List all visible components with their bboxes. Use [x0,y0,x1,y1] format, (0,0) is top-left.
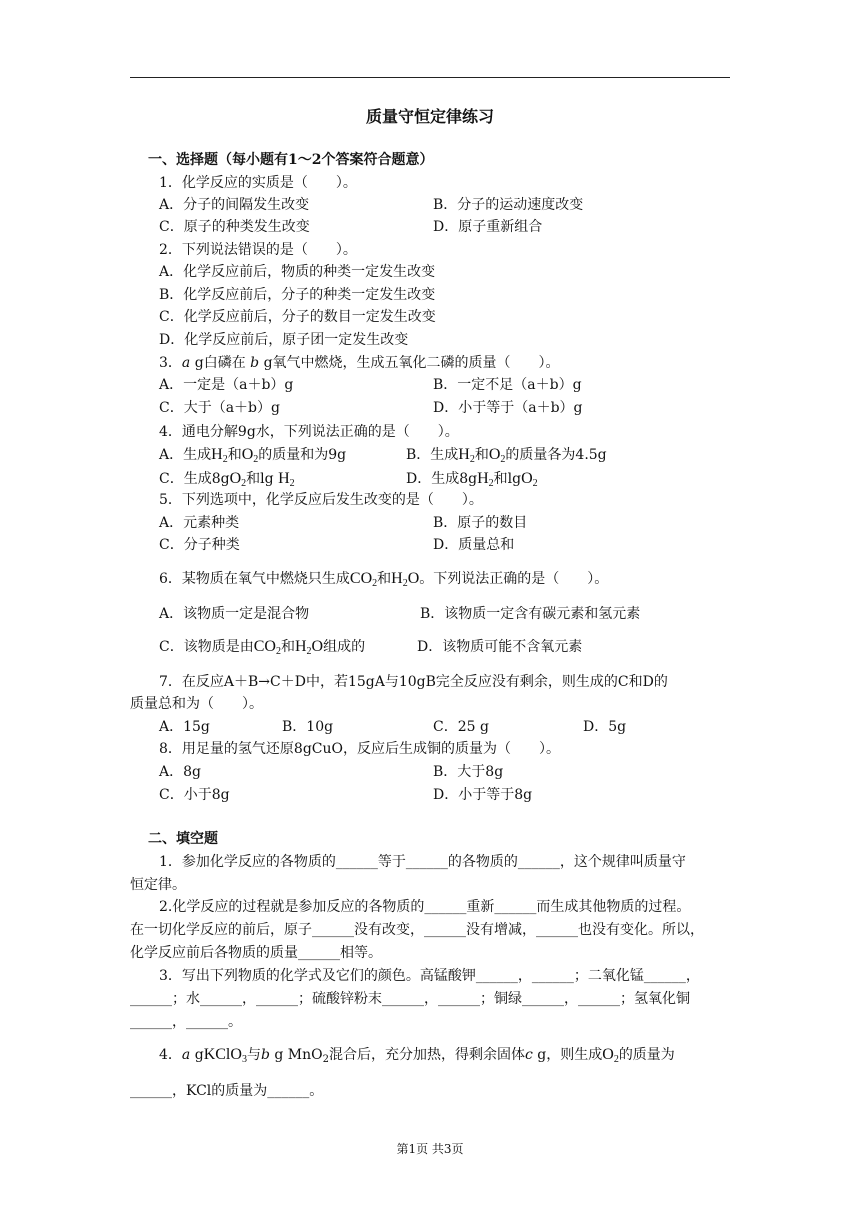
q4-option-c: C．生成$8gO_2$和$\lg H_2$ [159,470,295,489]
q3-option-c: C．大于（a＋b）g [159,400,280,416]
q2-option-b: B．化学反应前后，分子的种类一定发生改变 [159,287,436,303]
q8-option-d: D．小于等于8g [433,787,533,803]
fill1-line2: 恒定律。 [130,877,186,893]
q7-option-a: A．15g [159,719,210,735]
fill3-line3: ______，______。 [130,1014,242,1030]
fill3-line1: 3．写出下列物质的化学式及它们的颜色。高锰酸钾______，______；二氧化锰______， [159,968,700,984]
q1-option-d: D．原子重新组合 [433,219,543,235]
q3-option-b: B．一定不足（a＋b）g [433,377,582,393]
q3-option-a: A．一定是（a＋b）g [159,377,294,393]
q6-option-b: B．该物质一定含有碳元素和氢元素 [420,606,641,622]
fill4-line2: ______，KCl的质量为______。 [130,1083,324,1099]
q7-option-b: B．10g [282,719,334,735]
fill2-line1: 2.化学反应的过程就是参加反应的各物质的______重新______而生成其他物质的过程。 [159,899,691,915]
q7-option-c: C．25 g [433,719,489,735]
q2-option-a: A．化学反应前后，物质的种类一定发生改变 [159,264,436,280]
q5-option-c: C．分子种类 [159,537,240,553]
q8-option-c: C．小于8g [159,787,230,803]
q2-option-c: C．化学反应前后，分子的数目一定发生改变 [159,309,436,325]
q8-option-b: B．大于8g [433,764,504,780]
q6-option-c: C．该物质是由$CO_2$和$H_2O$组成的 [159,638,366,657]
q5-option-d: D．质量总和 [433,537,515,553]
fill1-line1: 1．参加化学反应的各物质的______等于______的各物质的______，这个规律叫质量守 [159,854,686,870]
q1-option-b: B．分子的运动速度改变 [433,197,584,213]
q6-option-d: D．该物质可能不含氧元素 [417,639,583,655]
fill2-line2: 在一切化学反应的前后，原子______没有改变，______没有增减，______也没有变化。所以， [130,922,704,938]
q4-stem: 4．通电分解9g水，下列说法正确的是（ ）。 [159,424,459,440]
q5-stem: 5．下列选项中，化学反应后发生改变的是（ ）。 [159,492,483,508]
q1-option-a: A．分子的间隔发生改变 [159,197,310,213]
q6-option-a: A．该物质一定是混合物 [159,606,310,622]
fill3-line2: ______；水______，______；硫酸锌粉末______，______；铜绿______，______；氢氧化铜 [130,991,690,1007]
header-rule [130,77,730,78]
page-title: 质量守恒定律练习 [365,107,494,126]
q5-option-b: B．原子的数目 [433,515,528,531]
section-fill-heading: 二、填空题 [148,831,218,847]
q7-stem-line1: 7．在反应A＋B→C＋D中，若15gA与10gB完全反应没有剩余，则生成的C和D的 [159,674,668,690]
q3-stem: 3．a g白磷在 b g氧气中燃烧，生成五氧化二磷的质量（ ）。 [159,355,560,371]
q7-stem-line2: 质量总和为（ ）。 [130,696,263,712]
q4-option-b: B．生成$H_2$和$O_2$的质量各为4.5g [406,446,607,465]
q2-stem: 2．下列说法错误的是（ ）。 [159,242,357,258]
q5-option-a: A．元素种类 [159,515,240,531]
q1-stem: 1．化学反应的实质是（ ）。 [159,175,357,191]
section-choice-heading: 一、选择题（每小题有1～2个答案符合题意） [148,152,434,168]
q3-option-d: D．小于等于（a＋b）g [433,400,583,416]
q1-option-c: C．原子的种类发生改变 [159,219,310,235]
q6-stem: 6．某物质在氧气中燃烧只生成$CO_2$和$H_2O$。下列说法正确的是（ ）。 [159,570,609,589]
page-footer: 第1页 共3页 [396,1142,464,1156]
fill4-line1: 4．a gKClO$_3$与b g MnO$_2$混合后，充分加热，得剩余固体c g，则生成$O_2$的质量为 [159,1046,675,1065]
fill2-line3: 化学反应前后各物质的质量______相等。 [130,945,382,961]
q7-option-d: D．5g [583,719,627,735]
q8-stem: 8．用足量的氢气还原8gCuO，反应后生成铜的质量为（ ）。 [159,741,560,757]
q4-option-d: D．生成$8gH_2$和lgO$_2$ [406,470,538,489]
q4-option-a: A．生成$H_2$和$O_2$的质量和为9g [159,446,347,465]
q8-option-a: A．8g [159,764,201,780]
q2-option-d: D．化学反应前后，原子团一定发生改变 [159,332,409,348]
